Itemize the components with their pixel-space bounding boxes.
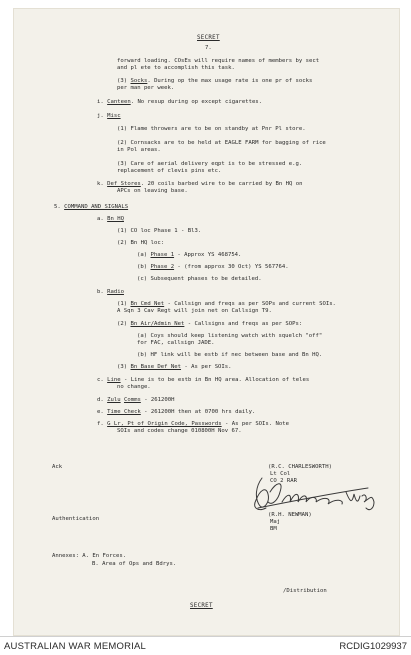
underlined-text-run: Socks (130, 78, 148, 84)
text-run: c. (97, 377, 104, 383)
text-run: (b) HF link will be estb if nec between base and Bn HQ. (137, 352, 323, 358)
doc-line (97, 289, 124, 296)
text-run: (3) (117, 364, 131, 370)
text-run: (a) (137, 252, 151, 258)
text-run: for FAC, callsign JADE. (137, 340, 215, 346)
text-run: Ack (52, 464, 63, 470)
classification-bottom: SECRET (190, 603, 213, 609)
text-run: CO 2 RAR (270, 478, 297, 484)
underlined-text-run: Phase 2 (150, 264, 175, 270)
archive-footer (0, 636, 411, 655)
doc-line (137, 352, 322, 359)
text-run: no change. (117, 384, 151, 390)
text-run: Maj (270, 519, 281, 525)
doc-line (97, 99, 262, 106)
doc-line (97, 181, 302, 188)
doc-line (117, 321, 302, 328)
text-run: a. (97, 216, 104, 222)
doc-line (117, 65, 235, 72)
text-run: i. (97, 99, 104, 105)
text-run: - Line is to be estb in Bn HQ area. Allocation of teles (120, 377, 310, 383)
doc-line (117, 126, 306, 133)
underlined-text-run: Time Check (107, 409, 141, 415)
text-run: (2) (117, 321, 131, 327)
text-run: (1) CO loc Phase 1 - Bl3. (117, 228, 202, 234)
doc-line (117, 301, 336, 308)
text-run: (3) (117, 78, 131, 84)
text-run: - Callsigns and freqs as per SOPs: (184, 321, 303, 327)
underlined-text-run: Bn HQ (107, 216, 124, 222)
distribution-link (283, 588, 327, 595)
text-run: (R.H. NEWMAN) (268, 512, 312, 518)
authenticator-role (270, 526, 277, 533)
text-run: j. (97, 113, 104, 119)
underlined-text-run: Zulu (107, 397, 121, 403)
doc-line (97, 113, 121, 120)
signatory-name (268, 464, 332, 471)
text-run: Lt Col (270, 471, 291, 477)
authenticator-rank (270, 519, 280, 526)
underlined-text-run: Canteen (107, 99, 131, 105)
underlined-text-run: Bn Air/Admin Net (130, 321, 185, 327)
text-run: 5. (54, 204, 61, 210)
doc-line (117, 85, 174, 92)
text-run: (1) Flame throwers are to be on standby at Pnr Pl store. (117, 126, 306, 132)
ack-label (52, 464, 62, 471)
doc-line (97, 397, 175, 404)
annexes-list (52, 553, 126, 560)
text-run: (2) Cornsacks are to be held at EAGLE FARM for bagging of rice (117, 140, 326, 146)
doc-line (117, 240, 164, 247)
doc-line (97, 421, 289, 428)
text-run: /Distribution (283, 588, 327, 594)
text-run: forward loading. COsEs will require names of members by sect (117, 58, 320, 64)
doc-line (117, 384, 151, 391)
text-run: (a) Coys should keep listening watch with squelch "off" (137, 333, 323, 339)
text-run: b. (97, 289, 104, 295)
doc-line (117, 78, 312, 85)
underlined-text-run: Def Stores (107, 181, 141, 187)
underlined-text-run: G Lr, Pt of Origin Code, Passwords (107, 421, 222, 427)
text-run: BM (270, 526, 277, 532)
text-run: in Pol areas. (117, 147, 161, 153)
doc-line (117, 428, 242, 435)
text-run: (c) Subsequent phases to be detailed. (137, 276, 262, 282)
doc-line (117, 364, 232, 371)
text-run: (R.C. CHARLESWORTH) (268, 464, 332, 470)
underlined-text-run: Bn Cmd Net (130, 301, 165, 307)
doc-line (117, 161, 302, 168)
doc-line (117, 188, 188, 195)
underlined-text-run: Line (107, 377, 121, 383)
text-run: (b) (137, 264, 151, 270)
text-run: d. (97, 397, 104, 403)
underlined-text-run: Phase 1 (150, 252, 175, 258)
doc-line (117, 147, 161, 154)
text-run: (2) Bn HQ loc: (117, 240, 165, 246)
text-run: . No resup during op except cigarettes. (130, 99, 263, 105)
text-run: replacement of clevis pins etc. (117, 168, 222, 174)
doc-line (117, 308, 272, 315)
doc-line (137, 264, 289, 271)
doc-line (97, 409, 255, 416)
doc-line (117, 168, 221, 175)
text-run: - Approx YS 468754. (174, 252, 242, 258)
text-run: - As per SOIs. (181, 364, 232, 370)
text-run: (1) (117, 301, 131, 307)
text-run: - As per SOIs. Note (221, 421, 289, 427)
annexes-list (92, 561, 176, 568)
text-run: k. (97, 181, 104, 187)
doc-line (117, 58, 319, 65)
underlined-text-run: COMMAND AND SIGNALS (64, 204, 129, 210)
section-heading (54, 204, 128, 211)
text-run: and pl ete to accomplish this task. (117, 65, 235, 71)
text-run: Authentication (52, 516, 100, 522)
doc-line (137, 333, 322, 340)
classification-top: SECRET (197, 35, 220, 41)
archive-name: AUSTRALIAN WAR MEMORIAL (4, 641, 147, 652)
text-run: . 20 coils barbed wire to be carried by Bn HQ on (140, 181, 303, 187)
underlined-text-run: Misc (107, 113, 121, 119)
text-run: APCs on leaving base. (117, 188, 188, 194)
handwritten-signature (248, 472, 378, 514)
doc-line (137, 252, 241, 259)
doc-line (97, 377, 309, 384)
text-run: - 261200H then at 0700 hrs daily. (140, 409, 256, 415)
underlined-text-run: Radio (107, 289, 124, 295)
text-run: - 261200H (140, 397, 175, 403)
text-run: f. (97, 421, 104, 427)
doc-line (117, 228, 201, 235)
authentication-label (52, 516, 99, 523)
doc-line (137, 276, 262, 283)
text-run: - Callsign and freqs as per SOPs and current SOIs. (164, 301, 336, 307)
page-number: 7. (205, 45, 212, 51)
underlined-text-run: Bn Base Def Net (130, 364, 182, 370)
text-run: e. (97, 409, 104, 415)
doc-line (117, 140, 326, 147)
text-run: . During op the max usage rate is one pr of socks (147, 78, 313, 84)
text-run: per man per week. (117, 85, 175, 91)
doc-line (97, 216, 124, 223)
text-run: A Sqn 3 Cav Regt will join net on Callsign T9. (117, 308, 272, 314)
authenticator-name (268, 512, 312, 519)
text-run: (3) Care of aerial delivery eqpt is to be stressed e.g. (117, 161, 303, 167)
underlined-text-run: Comms (123, 397, 141, 403)
text-run: SOIs and codes change 010800H Nov 67. (117, 428, 242, 434)
archive-record-id: RCDIG1029937 (339, 641, 407, 652)
text-run: B. Area of Ops and Bdrys. (92, 561, 177, 567)
text-run: - (from approx 30 Oct) YS 567764. (174, 264, 289, 270)
doc-line (137, 340, 214, 347)
text-run: Annexes: A. En Forces. (52, 553, 127, 559)
